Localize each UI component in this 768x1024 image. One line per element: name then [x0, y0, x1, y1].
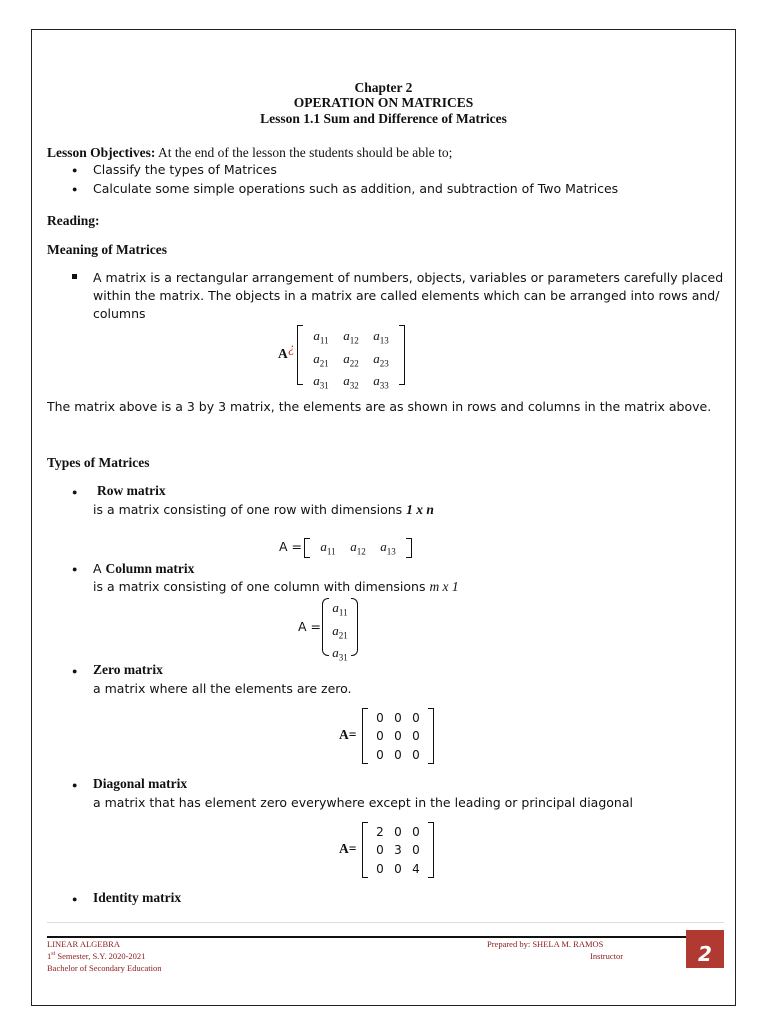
bullet-icon: ●	[72, 564, 78, 574]
objectives-label: Lesson Objectives:	[47, 145, 156, 160]
objective-item: Calculate some simple operations such as addition, and subtraction of Two Matrices	[93, 181, 619, 196]
footer-semester: 1st Semester, S.Y. 2020-2021	[47, 951, 146, 961]
bullet-icon: ●	[72, 165, 78, 175]
reading-label: Reading:	[47, 213, 100, 228]
footer-course: LINEAR ALGEBRA	[47, 939, 120, 949]
identity-matrix-name: Identity matrix	[93, 890, 182, 905]
diagonal-matrix-label: A=	[339, 841, 357, 856]
column-matrix-label: A =	[298, 619, 321, 634]
diagonal-matrix-desc: a matrix that has element zero everywhere except in the leading or principal diagonal	[93, 795, 633, 810]
column-matrix-name: Column matrix	[105, 561, 195, 576]
row-matrix: $a_{11}$ $a_{12}$ $a_{13}$	[304, 538, 412, 558]
footer-divider	[47, 922, 724, 923]
objectives-line	[47, 144, 452, 162]
footer-role: Instructor	[590, 951, 624, 961]
bullet-icon: ●	[72, 487, 78, 497]
footer-program: Bachelor of Secondary Education	[47, 963, 162, 973]
column-matrix: $a_{11}$ $a_{21}$ $a_{31}$	[322, 598, 358, 656]
zero-matrix-name: Zero matrix	[93, 662, 163, 677]
row-matrix-desc-line: is a matrix consisting of one row with dimensions 1 x n	[93, 502, 434, 517]
matrix-caption: The matrix above is a 3 by 3 matrix, the elements are as shown in rows and columns in the matrix above.	[47, 399, 712, 414]
zero-matrix-desc: a matrix where all the elements are zero.	[93, 681, 352, 696]
zero-matrix: 0 0 0 0 0 0 0 0 0	[362, 708, 434, 764]
bullet-icon: ●	[72, 666, 78, 676]
chapter-heading: Chapter 2	[354, 80, 413, 95]
diagonal-matrix-name: Diagonal matrix	[93, 776, 188, 791]
lesson-title: Lesson 1.1 Sum and Difference of Matrices	[260, 111, 507, 126]
matrix-symbol: ¿	[288, 340, 295, 355]
meaning-heading: Meaning of Matrices	[47, 242, 167, 257]
column-matrix-desc-line: is a matrix consisting of one column with dimensions m x 1	[93, 579, 459, 594]
page-number: 2	[686, 930, 724, 968]
meaning-line-2: within the matrix. The objects in a matrix are called elements which can be arranged into rows and/	[93, 288, 720, 303]
row-matrix-label: A =	[279, 539, 302, 554]
bullet-icon: ●	[72, 184, 78, 194]
diagonal-matrix: 2 0 0 0 3 0 0 0 4	[362, 822, 434, 878]
chapter-title: OPERATION ON MATRICES	[293, 95, 474, 110]
meaning-line-1: A matrix is a rectangular arrangement of numbers, objects, variables or parameters carefully placed	[93, 270, 724, 285]
types-heading: Types of Matrices	[47, 455, 150, 470]
column-matrix-title: A Column matrix	[93, 561, 195, 576]
general-matrix: $a_{11}$ $a_{12}$ $a_{13}$ $a_{21}$ $a_{22}$ $a_{23}$ $a_{31}$ $a_{32}$ $a_{33}$	[297, 325, 405, 385]
bullet-icon: ●	[72, 780, 78, 790]
bullet-icon: ●	[72, 894, 78, 904]
square-bullet-icon	[72, 274, 77, 279]
footer-rule	[47, 936, 687, 938]
meaning-line-3: columns	[93, 306, 146, 321]
objectives-intro: At the end of the lesson the students should be able to;	[155, 145, 453, 160]
zero-matrix-label: A=	[339, 727, 357, 742]
matrix-label: A	[278, 346, 288, 361]
footer-prepared-by: Prepared by: SHELA M. RAMOS	[487, 939, 604, 949]
objective-item: Classify the types of Matrices	[93, 162, 277, 177]
row-matrix-name: Row matrix	[97, 483, 166, 498]
